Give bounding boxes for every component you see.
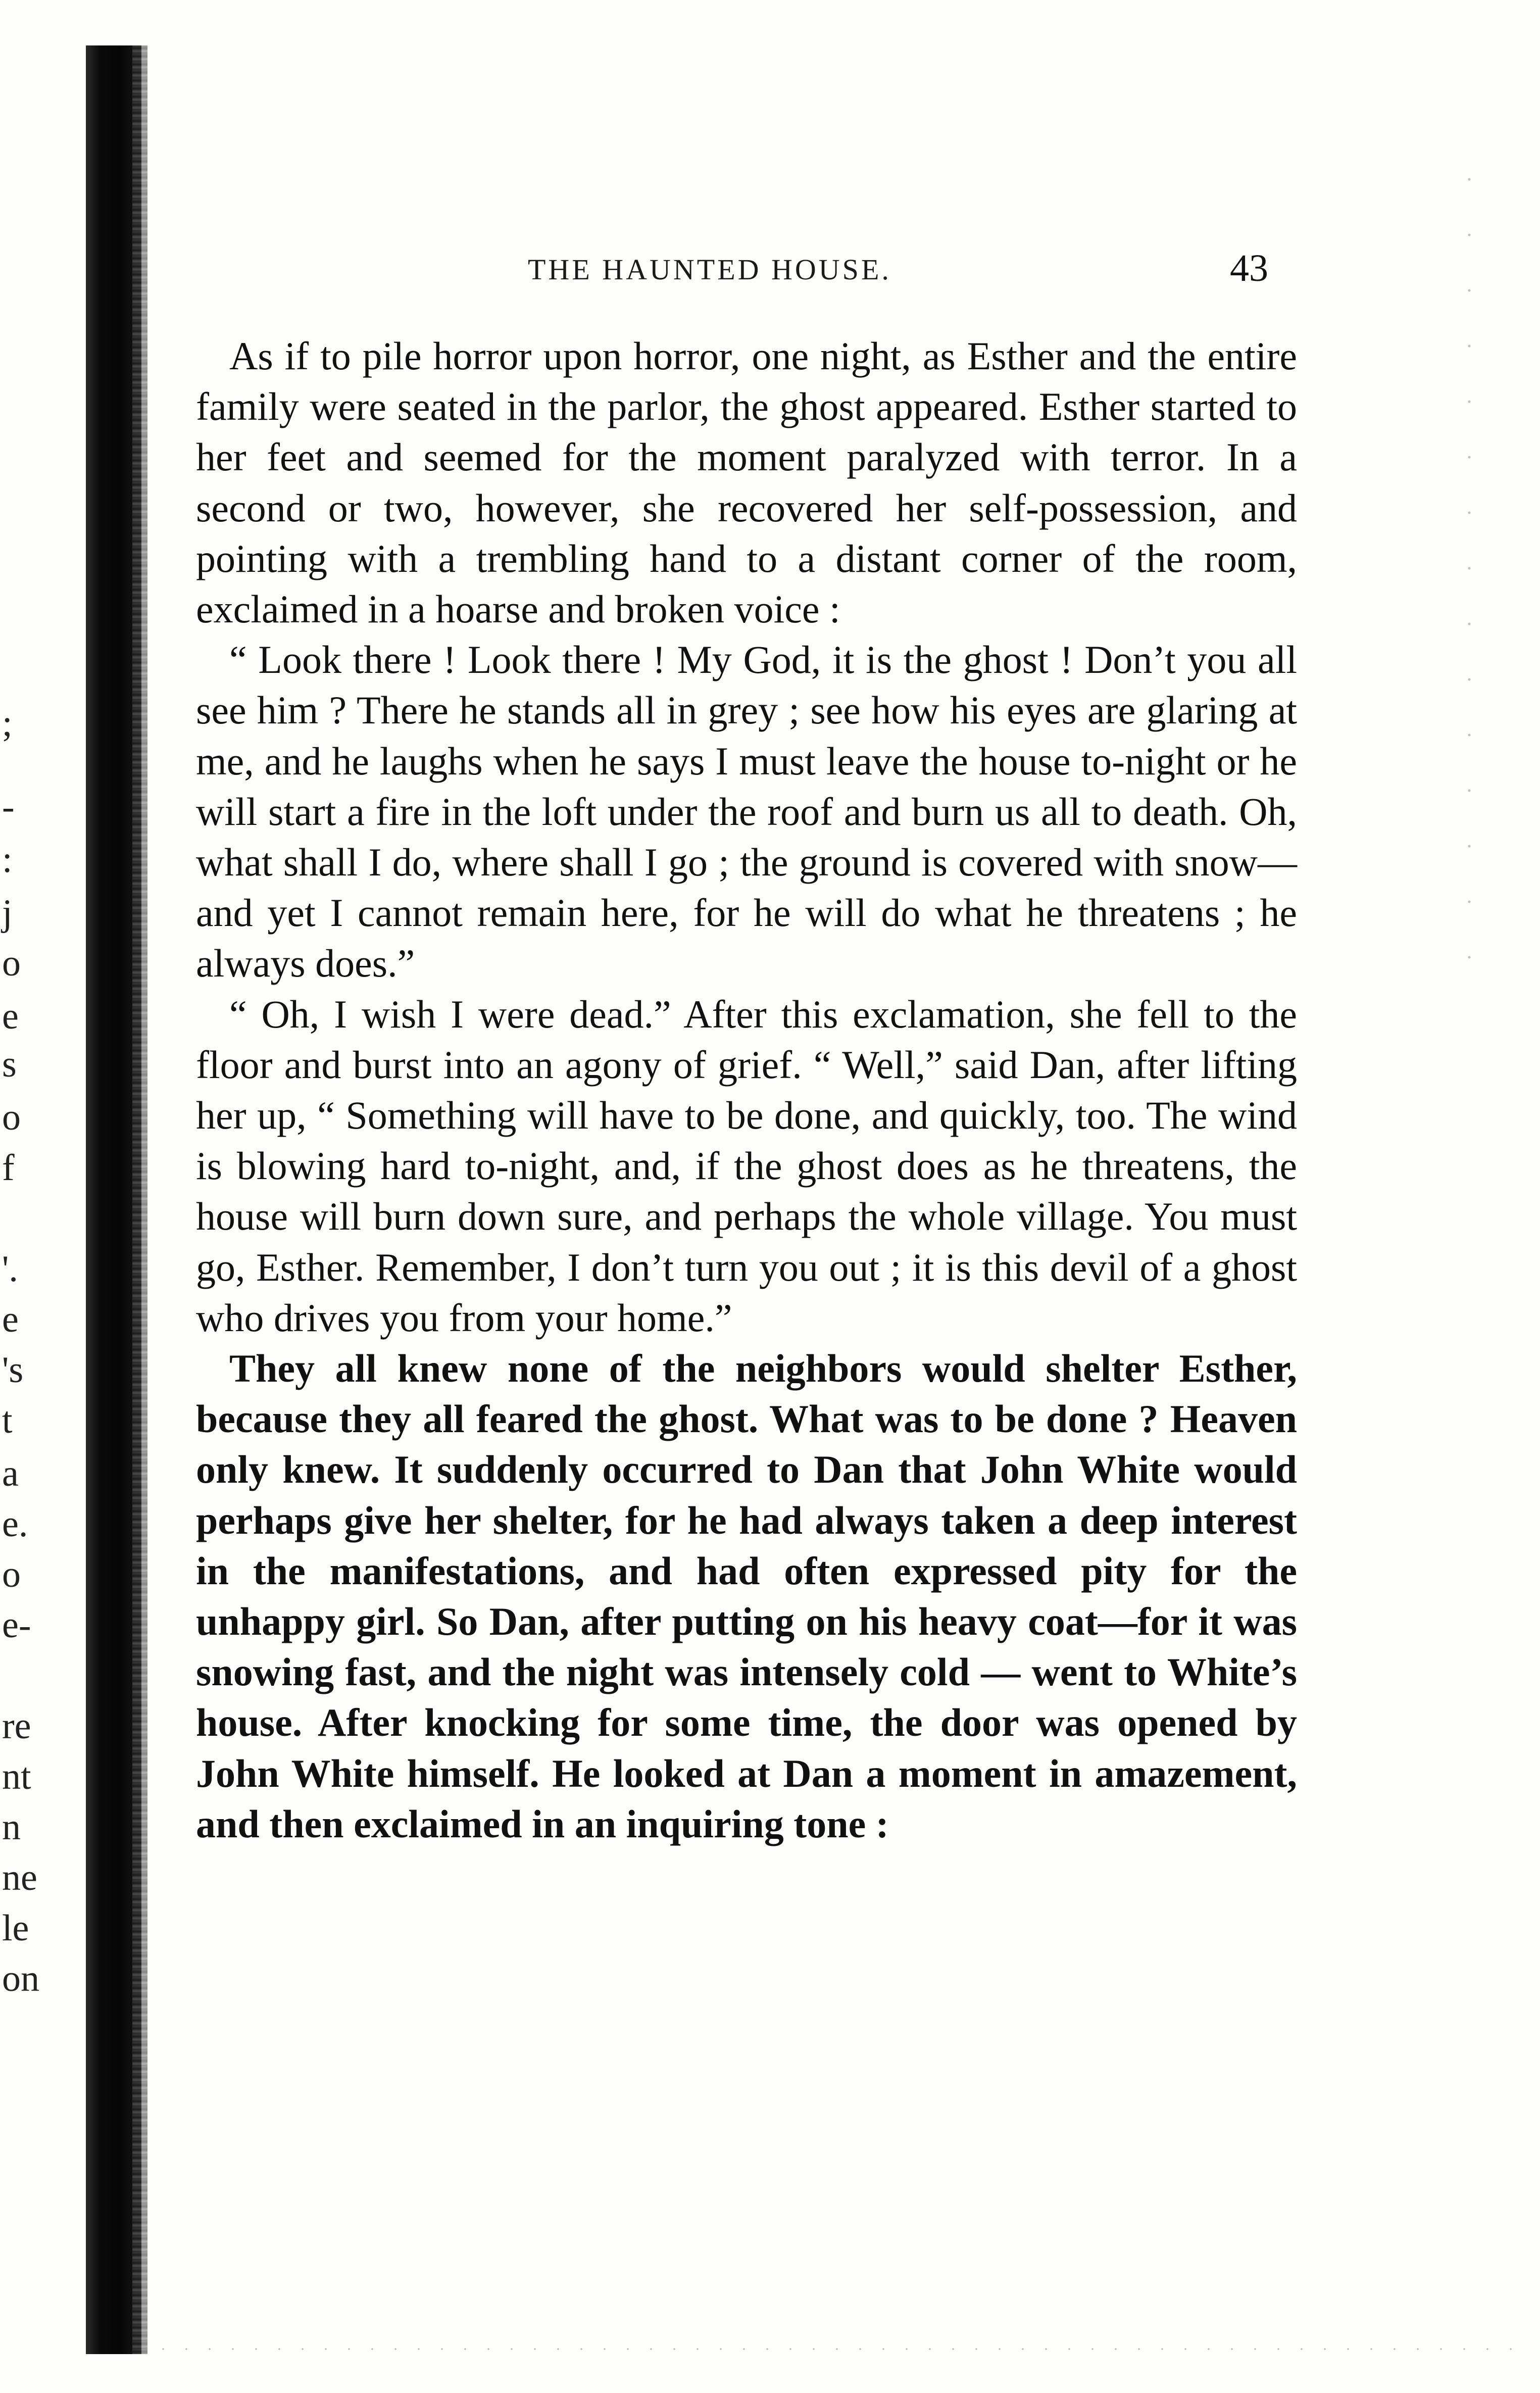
scan-noise-right [1467, 152, 1471, 1010]
paragraph: “ Look there ! Look there ! My God, it is the ghost ! Don’t you all see him ? There he stands all in grey ; see how his eyes are glaring at me, and he laughs when he says I must leave the house to-night or he will start a fire in the loft under the roof and burn us all to death. Oh, what shall I do, where shall I go ; the ground is covered with snow—and yet I cannot remain here, for he will do what he threatens ; he always does.” [196, 638, 1297, 986]
facing-page-fragment: e [2, 1299, 19, 1340]
facing-page-fragment: ; [2, 703, 13, 744]
paragraph: As if to pile horror upon horror, one night, as Esther and the entire family were seated in the parlor, the ghost appeared. Esther started to her feet and seemed for the moment paralyzed with terror. In a second or two, however, she recovered her self-possession, and pointing with a trembling hand to a distant corner of the room, exclaimed in a hoarse and broken voice : [196, 334, 1297, 631]
facing-page-fragment: : [2, 839, 13, 881]
paragraph: “ Oh, I wish I were dead.” After this exclamation, she fell to the floor and burst into an agony of grief. “ Well,” said Dan, after lifting her up, “ Something will have to be done, and quickly, too. The wind is blowing hard to-night, and, if the ghost does as he threatens, the house will burn down sure, and perhaps the whole village. You must go, Esther. Remember, I don’t turn you out ; it is this devil of a ghost who drives you from your home.” [196, 992, 1297, 1340]
scan-noise-bottom [152, 2344, 1525, 2354]
facing-page-fragment: re [2, 1705, 31, 1747]
facing-page-fragment: o [2, 943, 21, 984]
facing-page-fragment: e. [2, 1503, 28, 1545]
facing-page-fragment: - [2, 786, 15, 827]
facing-page-fragment: j [2, 892, 13, 934]
facing-page-fragment: f [2, 1147, 15, 1189]
paragraph: They all knew none of the neighbors would shelter Esther, because they all feared the ghost. What was to be done ? Heaven only knew. It suddenly occurred to Dan that John White would perhaps give her shelter, for he had always taken a deep interest in the manifestations, and had often expressed pity for the unhappy girl. So Dan, after putting on his heavy coat—for it was snowing fast, and the night was intensely cold — went to White’s house. After knocking for some time, the door was opened by John White himself. He looked at Dan a moment in amazement, and then exclaimed in an inquiring tone : [196, 1346, 1297, 1846]
facing-page-fragment: e- [2, 1604, 31, 1646]
book-binding-edge [132, 45, 147, 2354]
facing-page-fragment: le [2, 1908, 29, 1949]
facing-page-fragment: '. [2, 1248, 18, 1290]
facing-page-fragment: n [2, 1806, 21, 1848]
page-number: 43 [1230, 247, 1268, 289]
facing-page-fragment: e [2, 996, 19, 1037]
facing-page-edge [0, 0, 86, 2393]
facing-page-fragment: s [2, 1044, 17, 1085]
facing-page-fragment: ne [2, 1857, 37, 1898]
facing-page-fragment: t [2, 1400, 13, 1441]
running-header: THE HAUNTED HOUSE. [528, 253, 891, 286]
facing-page-fragment: 's [2, 1349, 24, 1391]
body-text [196, 331, 1297, 1849]
facing-page-fragment: on [2, 1958, 39, 1999]
facing-page-fragment: nt [2, 1756, 31, 1797]
facing-page-fragment: o [2, 1554, 21, 1595]
facing-page-fragment: o [2, 1097, 21, 1138]
facing-page-fragment: a [2, 1453, 19, 1494]
